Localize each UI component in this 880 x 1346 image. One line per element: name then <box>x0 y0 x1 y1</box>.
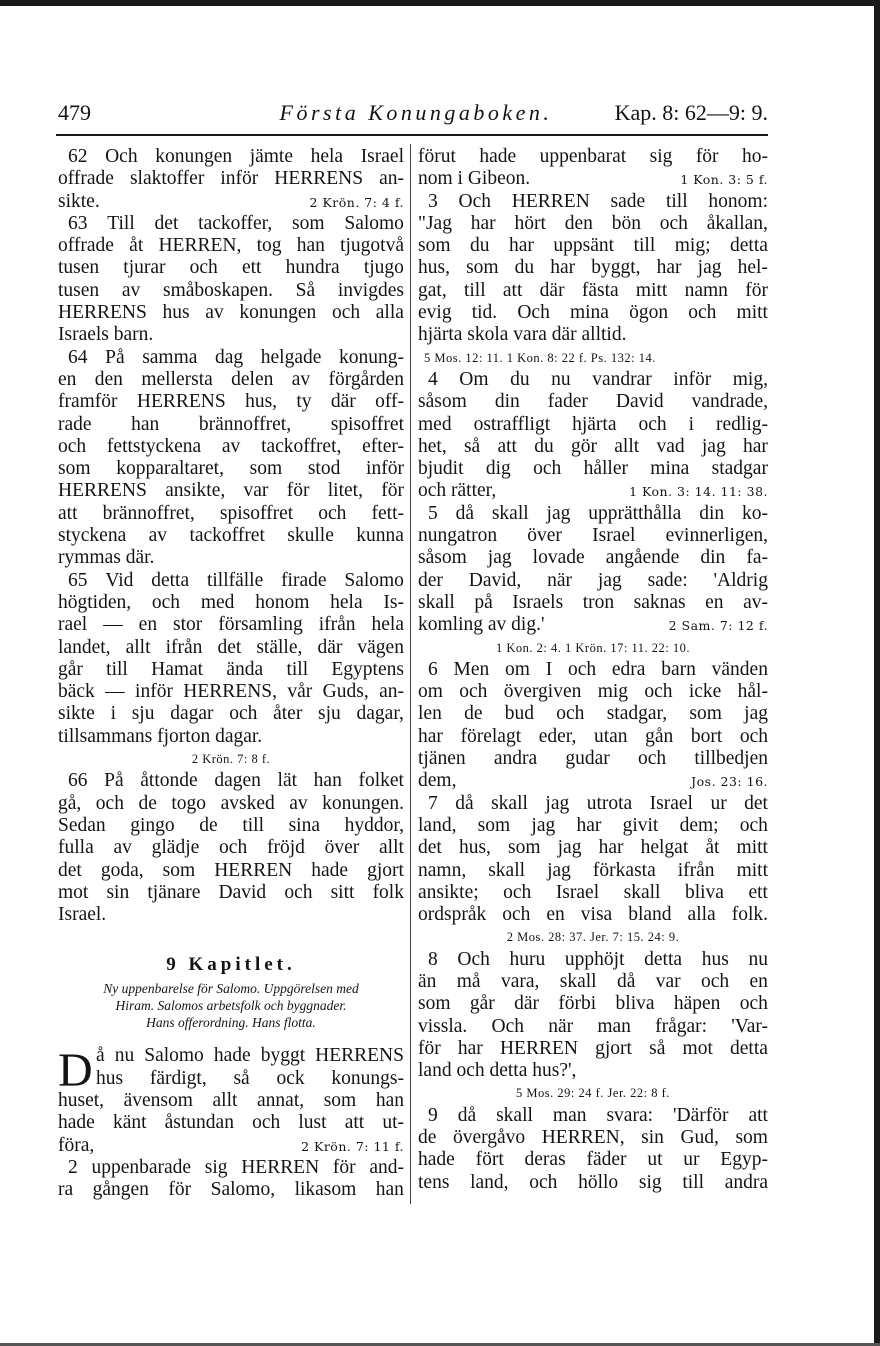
text-line: såsom din fader David vandrade, <box>418 391 768 413</box>
summary-line: Ny uppenbarelse för Salomo. Uppgörelsen med <box>103 981 359 997</box>
text-line: framför HERRENS hus, ty där off- <box>58 391 404 413</box>
text-line: å nu Salomo hade byggt HERRENS <box>96 1045 404 1067</box>
text-line: förut hade uppenbarat sig för ho- <box>418 146 768 167</box>
cross-reference: 1 Kon. 3: 14. 11: 38. <box>629 484 768 500</box>
text-line: som du har uppsänt till mig; detta <box>418 235 768 257</box>
text-line: mot sin tjänare David och sitt folk <box>58 881 404 903</box>
text-line: 2 uppenbarade sig HERREN för and- <box>68 1156 404 1178</box>
text-line-fragment: och rätter, <box>418 480 497 502</box>
text-line: tusen av småboskapen. Så invigdes <box>58 279 404 301</box>
text-line: rael — en stor församling ifrån hela <box>58 614 404 636</box>
text-line: 9 då skall man svara: 'Därför att <box>428 1104 768 1126</box>
text-line: 4 Om du nu vandrar inför mig, <box>428 368 768 390</box>
text-line: tusen tjurar och ett hundra tjugo <box>58 257 404 279</box>
text-line: Sedan gingo de till sina hyddor, <box>58 814 404 836</box>
text-line: 62 Och konungen jämte hela Israel <box>68 146 404 167</box>
cross-reference: 2 Krön. 7: 8 f. <box>191 752 271 767</box>
text-line: gat, till att där fästa mitt namn för <box>418 279 768 301</box>
text-line: bjudit dig och håller mina stadgar <box>418 458 768 480</box>
text-line: der David, när jag sade: 'Aldrig <box>418 569 768 591</box>
text-line: som går där förbi bliva häpen och <box>418 993 768 1015</box>
text-line: Israels barn. <box>58 324 154 346</box>
text-line: har förelagt eder, utan gån bort och <box>418 725 768 747</box>
cross-reference: 2 Krön. 7: 4 f. <box>309 194 404 210</box>
scan-edge-right <box>874 0 880 1346</box>
text-line <box>418 614 768 636</box>
text-line: en den mellersta delen av förgården <box>58 368 404 390</box>
text-line: 8 Och huru upphöjt detta hus nu <box>428 948 768 970</box>
drop-cap: D <box>58 1044 93 1098</box>
chapter-summary <box>58 980 404 1031</box>
running-title: Första Konungaboken. <box>279 100 553 125</box>
scan-edge-top <box>0 0 880 6</box>
text-line <box>418 168 768 190</box>
text-line: gå, och de togo avsked av konungen. <box>58 792 404 814</box>
chapter-heading: 9 Kapitlet. <box>166 954 296 976</box>
cross-reference: 5 Mos. 12: 11. 1 Kon. 8: 22 f. Ps. 132: 14. <box>424 350 656 365</box>
text-line: tens land, och höllo sig till andra <box>418 1171 768 1193</box>
text-line: het, så att du gör allt vad jag har <box>418 435 768 457</box>
cross-reference: 1 Kon. 3: 5 f. <box>680 172 768 188</box>
text-line: högtiden, och med honom hela Is- <box>58 591 404 613</box>
text-line: nungatron över Israel evinnerligen, <box>418 525 768 547</box>
page-number: 479 <box>58 100 91 125</box>
text-line: offrade åt HERREN, tog han tjugotvå <box>58 235 404 257</box>
text-line: rade han brännoffret, spisoffret <box>58 413 404 435</box>
text-line-fragment: dem, <box>418 770 457 792</box>
text-line: hus, som du har byggt, har jag hel- <box>418 257 768 279</box>
spacer <box>58 926 404 936</box>
text-line: land, som jag har givit dem; och <box>418 814 768 836</box>
text-line <box>418 480 768 502</box>
cross-reference: 2 Mos. 28: 37. Jer. 7: 15. 24: 9. <box>506 930 680 945</box>
cross-reference: 2 Sam. 7: 12 f. <box>668 618 768 634</box>
text-line: bäck — inför HERRENS, vår Guds, an- <box>58 681 404 703</box>
summary-line: Hiram. Salomos arbetsfolk och byggnader. <box>115 998 347 1014</box>
text-line: 3 Och HERREN sade till honom: <box>428 190 768 212</box>
text-line: skall på Israels tron saknas en av- <box>418 591 768 613</box>
text-line: det goda, som HERREN hade gjort <box>58 859 404 881</box>
text-line-fragment: sikte. <box>58 190 100 212</box>
text-line: 65 Vid detta tillfälle firade Salomo <box>68 569 404 591</box>
text-line: och fettstyckena av tackoffret, efter- <box>58 435 404 457</box>
cross-reference: 2 Krön. 7: 11 f. <box>301 1138 404 1154</box>
text-line: sikte i sju dagar och åter sju dagar, <box>58 703 404 725</box>
text-line: med ostraffligt hjärta och i redlig- <box>418 413 768 435</box>
text-line-fragment: nom i Gibeon. <box>418 168 531 190</box>
chapter-opening <box>58 1045 404 1201</box>
text-line: fulla av glädje och fröjd över allt <box>58 837 404 859</box>
chapter-reference: Kap. 8: 62—9: 9. <box>614 100 768 125</box>
text-line: landet, allt ifrån det ställe, där vägen <box>58 636 404 658</box>
text-line: de övergåvo HERREN, sin Gud, som <box>418 1127 768 1149</box>
text-line: det hus, som jag har helgat åt mitt <box>418 837 768 859</box>
text-line: 7 då skall jag utrota Israel ur det <box>428 792 768 814</box>
text-line: huset, ävensom allt annat, som han <box>58 1089 404 1111</box>
text-line: land och detta hus?', <box>418 1060 577 1082</box>
text-line: evig tid. Och mina ögon och mitt <box>418 302 768 324</box>
text-line: len de bud och stadgar, som jag <box>418 703 768 725</box>
right-column <box>418 146 768 1194</box>
cross-reference: 1 Kon. 2: 4. 1 Krön. 17: 11. 22: 10. <box>496 640 690 655</box>
cross-reference: 5 Mos. 29: 24 f. Jer. 22: 8 f. <box>516 1086 670 1101</box>
text-line: offrade slaktoffer inför HERRENS an- <box>58 168 404 190</box>
header-rule <box>56 134 768 136</box>
cross-reference: Jos. 23: 16. <box>691 774 768 790</box>
text-line: hjärta skola vara där alltid. <box>418 324 627 346</box>
summary-line: Hans offerordning. Hans flotta. <box>146 1015 316 1031</box>
text-line: hus färdigt, så ock konungs- <box>96 1067 404 1089</box>
text-line: hade känt åstundan och lust att ut- <box>58 1112 404 1134</box>
text-line: HERRENS ansikte, var för litet, för <box>58 480 404 502</box>
text-line <box>418 770 768 792</box>
text-line: vissla. Och när man frågar: 'Var- <box>418 1015 768 1037</box>
text-line: styckena av tackoffret skulle kunna <box>58 525 404 547</box>
text-line: tillsammans fjorton dagar. <box>58 725 263 747</box>
column-divider <box>410 144 411 1204</box>
page-header <box>58 100 768 130</box>
text-line: Israel. <box>58 904 107 926</box>
text-line: 5 då skall jag upprätthålla din ko- <box>428 502 768 524</box>
text-line: namn, skall jag förkasta ifrån mitt <box>418 859 768 881</box>
text-line: än må vara, skall då var och en <box>418 970 768 992</box>
text-line: går till Hamat ända till Egyptens <box>58 658 404 680</box>
text-line: om och övergiven mig och icke hål- <box>418 681 768 703</box>
text-line: rymmas där. <box>58 547 155 569</box>
text-line <box>58 1135 404 1157</box>
text-line: 64 På samma dag helgade konung- <box>68 346 404 368</box>
text-line: "Jag har hört den bön och åkallan, <box>418 212 768 234</box>
text-line: att brännoffret, spisoffret och fett- <box>58 502 404 524</box>
text-line-fragment: föra, <box>58 1134 95 1156</box>
left-column <box>58 146 404 1201</box>
text-line: för har HERREN gjort så mot detta <box>418 1037 768 1059</box>
text-line: 66 På åttonde dagen lät han folket <box>68 770 404 792</box>
text-line: 6 Men om I och edra barn vänden <box>428 658 768 680</box>
text-line-fragment: komling av dig.' <box>418 614 545 636</box>
text-line: hade fört deras fäder ut ur Egyp- <box>418 1149 768 1171</box>
text-line: 63 Till det tackoffer, som Salomo <box>68 212 404 234</box>
text-line: tjänen andra gudar och tillbedjen <box>418 748 768 770</box>
text-line: såsom jag lovade angående din fa- <box>418 547 768 569</box>
text-line: ra gången för Salomo, likasom han <box>58 1179 404 1201</box>
text-line <box>58 191 404 213</box>
text-line: som kopparaltaret, som stod inför <box>58 458 404 480</box>
text-line: ordspråk och en visa bland alla folk. <box>418 904 768 926</box>
text-line: ansikte; och Israel skall bliva ett <box>418 881 768 903</box>
text-line: HERRENS hus av konungen och alla <box>58 302 404 324</box>
